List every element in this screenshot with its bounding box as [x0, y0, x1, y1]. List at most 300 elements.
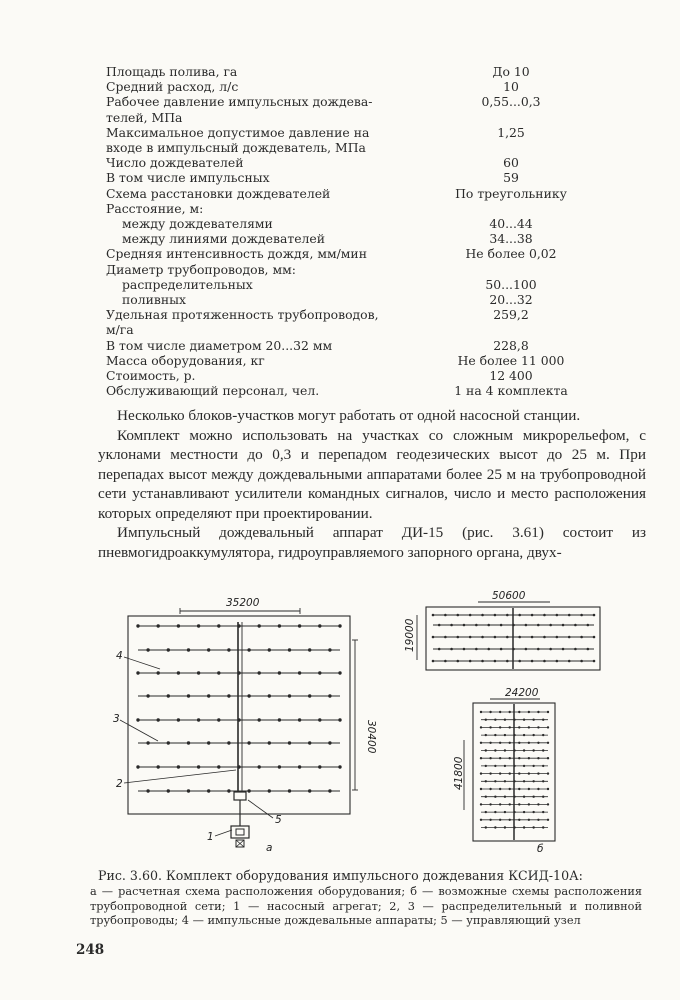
- callout-4: 4: [116, 650, 123, 662]
- sprinkler-dot: [537, 742, 539, 744]
- sprinkler-dot: [547, 711, 549, 713]
- sprinkler-dot: [167, 648, 170, 651]
- sprinkler-dot: [532, 765, 534, 767]
- sprinkler-dot: [481, 614, 484, 617]
- sprinkler-dot: [480, 788, 482, 790]
- sprinkler-dot: [489, 726, 491, 728]
- sprinkler-dot: [197, 671, 200, 674]
- fig-a-height-label: 30400: [365, 720, 377, 754]
- sprinkler-dot: [480, 711, 482, 713]
- spec-value: 20...32: [489, 292, 533, 308]
- sprinkler-dot: [298, 671, 301, 674]
- sprinkler-dot: [450, 624, 453, 627]
- sprinkler-dot: [547, 726, 549, 728]
- sprinkler-dot: [338, 765, 341, 768]
- spec-label: между линиями дождевателей: [122, 231, 325, 247]
- sprinkler-dot: [278, 671, 281, 674]
- sprinkler-dot: [308, 694, 311, 697]
- sprinkler-dot: [494, 660, 497, 663]
- sprinkler-dot: [593, 660, 596, 663]
- sprinkler-dot: [288, 789, 291, 792]
- sprinkler-dot: [146, 694, 149, 697]
- sprinkler-dot: [227, 789, 230, 792]
- sprinkler-dot: [543, 636, 546, 639]
- callout-1: 1: [207, 831, 214, 843]
- sprinkler-dot: [480, 726, 482, 728]
- fig-b1-height-label: 19000: [404, 618, 416, 652]
- sprinkler-dot: [513, 826, 515, 828]
- sprinkler-dot: [562, 648, 565, 651]
- spec-label: Стоимость, р.: [106, 368, 196, 384]
- figure-b2-scheme: [464, 699, 555, 841]
- sprinkler-dot: [513, 734, 515, 736]
- sprinkler-dot: [485, 796, 487, 798]
- sprinkler-dot: [444, 614, 447, 617]
- sprinkler-dot: [485, 826, 487, 828]
- sprinkler-dot: [523, 780, 525, 782]
- sprinkler-dot: [547, 772, 549, 774]
- sprinkler-dot: [207, 694, 210, 697]
- sprinkler-dot: [542, 796, 544, 798]
- spec-value: 0,55...0,3: [481, 94, 541, 110]
- sprinkler-dot: [494, 826, 496, 828]
- sprinkler-dot: [499, 742, 501, 744]
- sprinkler-dot: [247, 741, 250, 744]
- sprinkler-dot: [217, 671, 220, 674]
- spec-value: 59: [503, 170, 519, 186]
- sprinkler-dot: [499, 803, 501, 805]
- sprinkler-dot: [549, 624, 552, 627]
- sprinkler-dot: [512, 624, 515, 627]
- spec-value: Не более 11 000: [457, 352, 565, 368]
- sprinkler-dot: [227, 648, 230, 651]
- paragraph: Несколько блоков-участков могут работать от одной насосной станции.: [117, 407, 581, 424]
- sprinkler-dot: [258, 765, 261, 768]
- sprinkler-dot: [537, 819, 539, 821]
- sprinkler-dot: [217, 624, 220, 627]
- sprinkler-dot: [542, 749, 544, 751]
- sprinkler-dot: [518, 636, 521, 639]
- sprinkler-dot: [480, 819, 482, 821]
- sprinkler-dot: [177, 765, 180, 768]
- sprinkler-dot: [518, 803, 520, 805]
- sprinkler-dot: [537, 648, 540, 651]
- sprinkler-dot: [288, 741, 291, 744]
- sprinkler-dot: [518, 742, 520, 744]
- sprinkler-dot: [542, 765, 544, 767]
- sprinkler-dot: [500, 624, 503, 627]
- spec-label: Площадь полива, га: [106, 64, 238, 79]
- sprinkler-dot: [187, 789, 190, 792]
- sprinkler-dot: [328, 648, 331, 651]
- sprinkler-dot: [136, 671, 139, 674]
- sprinkler-dot: [480, 772, 482, 774]
- sprinkler-dot: [444, 636, 447, 639]
- sprinkler-dot: [499, 711, 501, 713]
- sprinkler-dot: [247, 648, 250, 651]
- sprinkler-dot: [528, 742, 530, 744]
- sprinkler-dot: [509, 742, 511, 744]
- fig-a-sublabel: а: [266, 842, 273, 854]
- sprinkler-dot: [469, 636, 472, 639]
- spec-value: 10: [503, 79, 519, 95]
- sprinkler-dot: [547, 742, 549, 744]
- spec-value: Не более 0,02: [465, 246, 557, 262]
- sprinkler-dot: [432, 614, 435, 617]
- sprinkler-dot: [485, 780, 487, 782]
- sprinkler-dot: [593, 614, 596, 617]
- sprinkler-dot: [489, 788, 491, 790]
- sprinkler-dot: [494, 719, 496, 721]
- spec-label: телей, МПа: [106, 109, 183, 125]
- sprinkler-dot: [504, 734, 506, 736]
- callout-5: 5: [275, 814, 282, 826]
- sprinkler-dot: [227, 741, 230, 744]
- spec-label: Максимальное допустимое давление на: [106, 124, 370, 140]
- sprinkler-dot: [523, 719, 525, 721]
- spec-value: 50...100: [485, 276, 537, 292]
- sprinkler-dot: [499, 726, 501, 728]
- sprinkler-dot: [136, 624, 139, 627]
- sprinkler-dot: [547, 803, 549, 805]
- sprinkler-dot: [258, 624, 261, 627]
- sprinkler-dot: [197, 624, 200, 627]
- spec-label: поливных: [122, 292, 186, 308]
- sprinkler-dot: [494, 796, 496, 798]
- sprinkler-dot: [518, 788, 520, 790]
- spec-label: Средняя интенсивность дождя, мм/мин: [106, 246, 367, 262]
- sprinkler-dot: [509, 803, 511, 805]
- sprinkler-dot: [146, 789, 149, 792]
- sprinkler-dot: [531, 614, 534, 617]
- sprinkler-dot: [513, 780, 515, 782]
- sprinkler-dot: [157, 765, 160, 768]
- sprinkler-dot: [157, 671, 160, 674]
- sprinkler-dot: [432, 660, 435, 663]
- sprinkler-dot: [537, 711, 539, 713]
- spec-label: распределительных: [122, 276, 253, 292]
- sprinkler-dot: [308, 789, 311, 792]
- sprinkler-dot: [518, 757, 520, 759]
- sprinkler-dot: [499, 788, 501, 790]
- sprinkler-dot: [258, 671, 261, 674]
- sprinkler-dot: [523, 749, 525, 751]
- sprinkler-dot: [513, 719, 515, 721]
- fig-b2-sublabel: б: [537, 843, 544, 855]
- sprinkler-dot: [568, 614, 571, 617]
- sprinkler-dot: [537, 624, 540, 627]
- caption-title: Рис. 3.60. Комплект оборудования импульсного дождевания КСИД-10А:: [98, 868, 583, 883]
- sprinkler-dot: [136, 765, 139, 768]
- sprinkler-dot: [506, 614, 509, 617]
- sprinkler-dot: [480, 742, 482, 744]
- sprinkler-dot: [485, 811, 487, 813]
- sprinkler-dot: [499, 757, 501, 759]
- sprinkler-dot: [456, 660, 459, 663]
- sprinkler-dot: [532, 826, 534, 828]
- sprinkler-dot: [500, 648, 503, 651]
- sprinkler-dot: [298, 718, 301, 721]
- sprinkler-dot: [532, 749, 534, 751]
- sprinkler-dot: [438, 624, 441, 627]
- sprinkler-dot: [463, 624, 466, 627]
- sprinkler-dot: [338, 624, 341, 627]
- sprinkler-dot: [518, 819, 520, 821]
- sprinkler-dot: [489, 819, 491, 821]
- sprinkler-dot: [587, 648, 590, 651]
- sprinkler-dot: [537, 772, 539, 774]
- sprinkler-dot: [523, 811, 525, 813]
- sprinkler-dot: [528, 803, 530, 805]
- sprinkler-dot: [450, 648, 453, 651]
- spec-label: между дождевателями: [122, 216, 273, 232]
- sprinkler-dot: [197, 765, 200, 768]
- sprinkler-dot: [543, 660, 546, 663]
- sprinkler-dot: [485, 719, 487, 721]
- sprinkler-dot: [562, 624, 565, 627]
- sprinkler-dot: [513, 796, 515, 798]
- spec-label: Обслуживающий персонал, чел.: [106, 383, 320, 399]
- sprinkler-dot: [537, 803, 539, 805]
- spec-value: По треугольнику: [455, 185, 567, 201]
- sprinkler-dot: [543, 614, 546, 617]
- sprinkler-dot: [528, 726, 530, 728]
- callout-2: 2: [116, 778, 123, 790]
- sprinkler-dot: [494, 749, 496, 751]
- spec-label: В том числе импульсных: [106, 170, 270, 186]
- sprinkler-dot: [278, 718, 281, 721]
- sprinkler-dot: [288, 648, 291, 651]
- sprinkler-dot: [268, 741, 271, 744]
- sprinkler-dot: [494, 765, 496, 767]
- spec-value: 259,2: [493, 307, 529, 323]
- sprinkler-dot: [463, 648, 466, 651]
- sprinkler-dot: [480, 803, 482, 805]
- sprinkler-dot: [177, 671, 180, 674]
- figure-a-scheme: [120, 608, 358, 847]
- sprinkler-dot: [167, 694, 170, 697]
- sprinkler-dot: [499, 819, 501, 821]
- sprinkler-dot: [485, 765, 487, 767]
- sprinkler-dot: [298, 624, 301, 627]
- sprinkler-dot: [489, 803, 491, 805]
- sprinkler-dot: [489, 711, 491, 713]
- sprinkler-dot: [525, 624, 528, 627]
- sprinkler-dot: [217, 765, 220, 768]
- sprinkler-dot: [480, 757, 482, 759]
- sprinkler-dot: [475, 648, 478, 651]
- sprinkler-dot: [247, 789, 250, 792]
- sprinkler-dot: [504, 811, 506, 813]
- sprinkler-dot: [542, 826, 544, 828]
- sprinkler-dot: [509, 819, 511, 821]
- fig-b1-width-label: 50600: [492, 590, 526, 602]
- sprinkler-dot: [444, 660, 447, 663]
- sprinkler-dot: [197, 718, 200, 721]
- sprinkler-dot: [513, 765, 515, 767]
- figure-b1-scheme: [417, 602, 600, 670]
- sprinkler-dot: [509, 772, 511, 774]
- sprinkler-dot: [187, 741, 190, 744]
- sprinkler-dot: [187, 694, 190, 697]
- sprinkler-dot: [499, 772, 501, 774]
- sprinkler-dot: [318, 671, 321, 674]
- sprinkler-dot: [475, 624, 478, 627]
- fig-b2-width-label: 24200: [505, 687, 539, 699]
- spec-label: Расстояние, м:: [106, 200, 204, 216]
- sprinkler-dot: [528, 711, 530, 713]
- sprinkler-dot: [268, 789, 271, 792]
- sprinkler-dot: [542, 734, 544, 736]
- sprinkler-dot: [513, 749, 515, 751]
- sprinkler-dot: [167, 789, 170, 792]
- sprinkler-dot: [207, 648, 210, 651]
- sprinkler-dot: [528, 788, 530, 790]
- sprinkler-dot: [523, 826, 525, 828]
- sprinkler-dot: [268, 694, 271, 697]
- sprinkler-dot: [504, 749, 506, 751]
- spec-value: До 10: [492, 64, 530, 79]
- sprinkler-dot: [227, 694, 230, 697]
- sprinkler-dot: [532, 780, 534, 782]
- sprinkler-dot: [549, 648, 552, 651]
- sprinkler-dot: [547, 819, 549, 821]
- page-number: 248: [76, 942, 105, 958]
- sprinkler-dot: [542, 719, 544, 721]
- sprinkler-dot: [318, 624, 321, 627]
- sprinkler-dot: [580, 660, 583, 663]
- sprinkler-dot: [469, 614, 472, 617]
- sprinkler-dot: [537, 726, 539, 728]
- sprinkler-dot: [580, 614, 583, 617]
- sprinkler-dot: [509, 726, 511, 728]
- spec-value: 40...44: [489, 216, 533, 232]
- sprinkler-dot: [456, 614, 459, 617]
- sprinkler-dot: [237, 765, 240, 768]
- sprinkler-dot: [258, 718, 261, 721]
- spec-value: 228,8: [493, 337, 529, 353]
- paragraph: Комплект можно использовать на участках со сложным микрорельефом, с уклонами местности до 0,3 и перепадом геодезических высот до 25 м. При перепадах высот между дождевальными аппаратами более 25 м на трубопроводной сети устанавливают усилители командных сигналов, число и место расположения которых определяют при проектировании.: [98, 426, 646, 522]
- sprinkler-dot: [518, 772, 520, 774]
- sprinkler-dot: [512, 648, 515, 651]
- callout-3: 3: [113, 713, 120, 725]
- sprinkler-dot: [338, 671, 341, 674]
- sprinkler-dot: [547, 757, 549, 759]
- sprinkler-dot: [504, 780, 506, 782]
- sprinkler-dot: [328, 741, 331, 744]
- sprinkler-dot: [298, 765, 301, 768]
- sprinkler-dot: [308, 741, 311, 744]
- sprinkler-dot: [278, 765, 281, 768]
- sprinkler-dot: [489, 772, 491, 774]
- sprinkler-dot: [136, 718, 139, 721]
- spec-value: 1,25: [497, 124, 525, 140]
- sprinkler-dot: [494, 636, 497, 639]
- sprinkler-dot: [525, 648, 528, 651]
- sprinkler-dot: [568, 636, 571, 639]
- sprinkler-dot: [509, 757, 511, 759]
- sprinkler-dot: [547, 788, 549, 790]
- sprinkler-dot: [469, 660, 472, 663]
- sprinkler-dot: [328, 694, 331, 697]
- sprinkler-dot: [487, 648, 490, 651]
- spec-label: м/га: [106, 322, 134, 338]
- sprinkler-dot: [531, 636, 534, 639]
- sprinkler-dot: [523, 734, 525, 736]
- sprinkler-dot: [509, 711, 511, 713]
- spec-label: Число дождевателей: [106, 155, 244, 171]
- sprinkler-dot: [481, 660, 484, 663]
- sprinkler-dot: [177, 624, 180, 627]
- spec-label: Диаметр трубопроводов, мм:: [106, 261, 296, 277]
- sprinkler-dot: [237, 671, 240, 674]
- sprinkler-dot: [556, 660, 559, 663]
- sprinkler-dot: [338, 718, 341, 721]
- sprinkler-dot: [537, 757, 539, 759]
- sprinkler-dot: [489, 742, 491, 744]
- sprinkler-dot: [481, 636, 484, 639]
- sprinkler-dot: [504, 796, 506, 798]
- sprinkler-dot: [518, 660, 521, 663]
- sprinkler-dot: [438, 648, 441, 651]
- sprinkler-dot: [528, 819, 530, 821]
- paragraph: Импульсный дождевальный аппарат ДИ-15 (рис. 3.61) состоит из пневмогидроаккумулятора, гидроуправляемого запорного органа, двух-: [98, 524, 646, 561]
- sprinkler-dot: [207, 741, 210, 744]
- fig-a-width-label: 35200: [226, 597, 260, 609]
- spec-label: Схема расстановки дождевателей: [106, 185, 331, 201]
- sprinkler-dot: [518, 711, 520, 713]
- sprinkler-dot: [187, 648, 190, 651]
- sprinkler-dot: [328, 789, 331, 792]
- sprinkler-dot: [207, 789, 210, 792]
- sprinkler-dot: [532, 734, 534, 736]
- spec-label: В том числе диаметром 20...32 мм: [106, 337, 333, 353]
- spec-label: входе в импульсный дождеватель, МПа: [106, 140, 366, 156]
- fig-b2-height-label: 41800: [453, 756, 465, 790]
- sprinkler-dot: [523, 796, 525, 798]
- sprinkler-dot: [167, 741, 170, 744]
- sprinkler-dot: [288, 694, 291, 697]
- spec-value: 1 на 4 комплекта: [454, 383, 568, 399]
- sprinkler-dot: [318, 718, 321, 721]
- sprinkler-dot: [146, 648, 149, 651]
- sprinkler-dot: [556, 614, 559, 617]
- sprinkler-dot: [157, 718, 160, 721]
- sprinkler-dot: [504, 826, 506, 828]
- sprinkler-dot: [580, 636, 583, 639]
- sprinkler-dot: [593, 636, 596, 639]
- sprinkler-dot: [587, 624, 590, 627]
- spec-value: 60: [503, 155, 519, 171]
- sprinkler-dot: [556, 636, 559, 639]
- sprinkler-dot: [506, 636, 509, 639]
- sprinkler-dot: [308, 648, 311, 651]
- sprinkler-dot: [518, 614, 521, 617]
- sprinkler-dot: [489, 757, 491, 759]
- sprinkler-dot: [542, 780, 544, 782]
- sprinkler-dot: [494, 811, 496, 813]
- sprinkler-dot: [513, 811, 515, 813]
- sprinkler-dot: [532, 719, 534, 721]
- spec-label: Рабочее давление импульсных дождева-: [106, 94, 373, 110]
- sprinkler-dot: [518, 726, 520, 728]
- sprinkler-dot: [237, 718, 240, 721]
- caption-description: а — расчетная схема расположения оборудования; б — возможные схемы расположения трубопроводной сети; 1 — насосный агрегат; 2, 3 — распределительный и поливной трубопроводы; 4 — импульсные дождевальные аппараты; 5 — управляющий узел: [90, 885, 642, 928]
- sprinkler-dot: [494, 734, 496, 736]
- sprinkler-dot: [487, 624, 490, 627]
- sprinkler-dot: [247, 694, 250, 697]
- sprinkler-dot: [278, 624, 281, 627]
